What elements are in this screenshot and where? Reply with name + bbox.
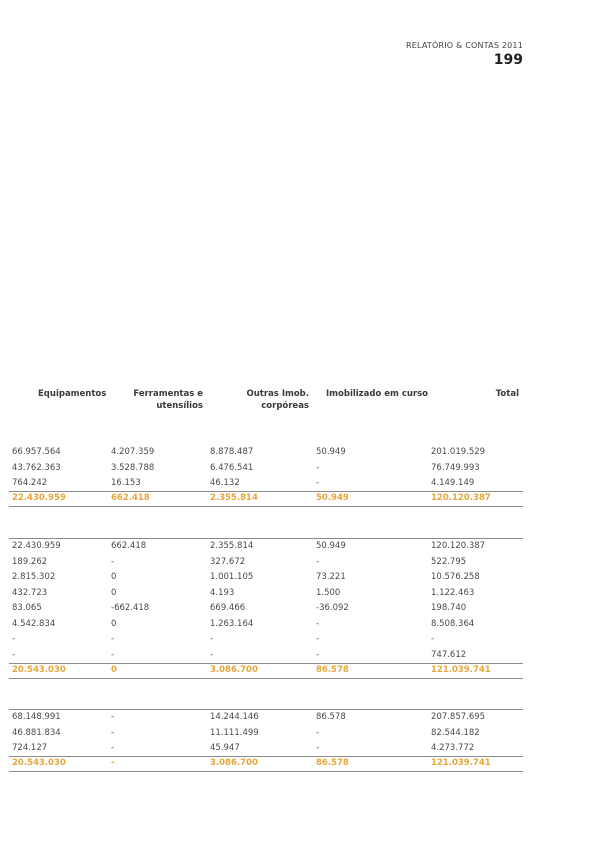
cell-imobilizado: - bbox=[316, 556, 320, 567]
cell-outras: 327.672 bbox=[210, 556, 246, 567]
cell-total: 1.122.463 bbox=[431, 587, 475, 598]
table-row bbox=[0, 476, 594, 491]
cell-ferramentas: - bbox=[111, 758, 115, 768]
cell-imobilizado: - bbox=[316, 618, 320, 629]
cell-imobilizado: - bbox=[316, 478, 320, 488]
table-row bbox=[0, 710, 594, 725]
cell-total: 522.795 bbox=[431, 556, 467, 567]
table-divider bbox=[9, 771, 523, 772]
cell-outras: - bbox=[210, 634, 214, 644]
col-header-ferramentas-line2: utensílios bbox=[156, 401, 203, 411]
cell-outras: 3.086.700 bbox=[210, 758, 258, 768]
table-row bbox=[0, 555, 594, 570]
cell-equipamentos: - bbox=[12, 634, 16, 644]
cell-total: 198.740 bbox=[431, 603, 467, 613]
cell-imobilizado: 50.949 bbox=[316, 541, 346, 551]
col-header-outras bbox=[230, 388, 309, 412]
cell-equipamentos: 83.065 bbox=[12, 603, 42, 613]
cell-imobilizado: 50.949 bbox=[316, 493, 349, 503]
table-row bbox=[0, 586, 594, 601]
table-divider bbox=[9, 678, 523, 679]
cell-outras: 2.355.814 bbox=[210, 541, 254, 551]
table-row bbox=[0, 726, 594, 741]
cell-ferramentas: - bbox=[111, 727, 115, 738]
cell-ferramentas: 0 bbox=[111, 587, 117, 598]
cell-equipamentos: 66.957.564 bbox=[12, 447, 61, 457]
cell-equipamentos: 46.881.834 bbox=[12, 727, 61, 738]
cell-total: 82.544.182 bbox=[431, 727, 480, 738]
cell-total: 207.857.695 bbox=[431, 712, 486, 722]
col-header-equipamentos: Equipamentos bbox=[38, 389, 107, 399]
cell-equipamentos: 189.262 bbox=[12, 556, 48, 567]
cell-ferramentas: 0 bbox=[111, 618, 117, 629]
cell-outras: 11.111.499 bbox=[210, 727, 259, 738]
cell-imobilizado: -36.092 bbox=[316, 603, 349, 613]
cell-outras: 669.466 bbox=[210, 603, 246, 613]
cell-equipamentos: 724.127 bbox=[12, 743, 48, 753]
cell-equipamentos: 22.430.959 bbox=[12, 493, 66, 503]
cell-total: 76.749.993 bbox=[431, 462, 480, 473]
cell-imobilizado: 86.578 bbox=[316, 758, 349, 768]
cell-total: 121.039.741 bbox=[431, 758, 491, 768]
cell-equipamentos: 20.543.030 bbox=[12, 665, 66, 675]
table-row bbox=[0, 570, 594, 585]
cell-ferramentas: 4.207.359 bbox=[111, 447, 155, 457]
cell-ferramentas: 16.153 bbox=[111, 478, 141, 488]
table-row bbox=[0, 461, 594, 476]
cell-total: 201.019.529 bbox=[431, 447, 486, 457]
table-row bbox=[0, 741, 594, 756]
cell-imobilizado: 50.949 bbox=[316, 447, 346, 457]
cell-imobilizado: - bbox=[316, 727, 320, 738]
cell-outras: 2.355.814 bbox=[210, 493, 258, 503]
table-row bbox=[0, 445, 594, 460]
table-total-row bbox=[0, 756, 594, 771]
cell-imobilizado: - bbox=[316, 462, 320, 473]
cell-ferramentas: - bbox=[111, 649, 115, 660]
cell-imobilizado: 86.578 bbox=[316, 712, 346, 722]
cell-ferramentas: - bbox=[111, 743, 115, 753]
cell-equipamentos: - bbox=[12, 649, 16, 660]
cell-total: 8.508.364 bbox=[431, 618, 475, 629]
cell-total: 120.120.387 bbox=[431, 493, 491, 503]
table-row bbox=[0, 617, 594, 632]
cell-imobilizado: - bbox=[316, 649, 320, 660]
cell-total: 4.273.772 bbox=[431, 743, 475, 753]
col-header-total: Total bbox=[495, 389, 519, 399]
cell-outras: 4.193 bbox=[210, 587, 235, 598]
cell-equipamentos: 2.815.302 bbox=[12, 572, 56, 582]
col-header-outras-line1: Outras Imob. bbox=[246, 389, 309, 399]
cell-equipamentos: 20.543.030 bbox=[12, 758, 66, 768]
cell-outras: 6.476.541 bbox=[210, 462, 254, 473]
cell-imobilizado: 1.500 bbox=[316, 587, 341, 598]
cell-outras: 1.001.105 bbox=[210, 572, 254, 582]
col-header-ferramentas bbox=[120, 388, 203, 412]
cell-ferramentas: - bbox=[111, 634, 115, 644]
col-header-outras-line2: corpóreas bbox=[261, 401, 309, 411]
cell-outras: 14.244.146 bbox=[210, 712, 259, 722]
cell-ferramentas: 0 bbox=[111, 572, 117, 582]
cell-equipamentos: 22.430.959 bbox=[12, 541, 61, 551]
table-total-row bbox=[0, 663, 594, 678]
table-row bbox=[0, 601, 594, 616]
cell-ferramentas: 662.418 bbox=[111, 541, 147, 551]
table-row bbox=[0, 648, 594, 663]
cell-total: 121.039.741 bbox=[431, 665, 491, 675]
cell-outras: 45.947 bbox=[210, 743, 240, 753]
table-row bbox=[0, 539, 594, 554]
cell-total: 120.120.387 bbox=[431, 541, 486, 551]
table-total-row bbox=[0, 491, 594, 506]
cell-outras: 8.878.487 bbox=[210, 447, 254, 457]
col-header-ferramentas-line1: Ferramentas e bbox=[133, 389, 203, 399]
cell-total: 4.149.149 bbox=[431, 478, 475, 488]
cell-ferramentas: - bbox=[111, 712, 115, 722]
cell-ferramentas: 662.418 bbox=[111, 493, 150, 503]
cell-imobilizado: - bbox=[316, 634, 320, 644]
cell-equipamentos: 764.242 bbox=[12, 478, 48, 488]
cell-imobilizado: 73.221 bbox=[316, 572, 346, 582]
cell-outras: 3.086.700 bbox=[210, 665, 258, 675]
cell-equipamentos: 68.148.991 bbox=[12, 712, 61, 722]
cell-imobilizado: 86.578 bbox=[316, 665, 349, 675]
cell-ferramentas: 3.528.788 bbox=[111, 462, 155, 473]
col-header-imobilizado: Imobilizado em curso bbox=[326, 389, 429, 399]
table-divider bbox=[9, 506, 523, 507]
cell-total: 10.576.258 bbox=[431, 572, 480, 582]
cell-outras: 46.132 bbox=[210, 478, 240, 488]
cell-equipamentos: 432.723 bbox=[12, 587, 48, 598]
cell-ferramentas: - bbox=[111, 556, 115, 567]
cell-equipamentos: 43.762.363 bbox=[12, 462, 61, 473]
cell-equipamentos: 4.542.834 bbox=[12, 618, 56, 629]
page-number: 199 bbox=[493, 52, 523, 68]
cell-outras: - bbox=[210, 649, 214, 660]
cell-total: 747.612 bbox=[431, 649, 467, 660]
cell-total: - bbox=[431, 634, 435, 644]
cell-outras: 1.263.164 bbox=[210, 618, 254, 629]
report-title: RELATÓRIO & CONTAS 2011 bbox=[405, 41, 523, 50]
cell-ferramentas: -662.418 bbox=[111, 603, 150, 613]
table-header bbox=[0, 388, 594, 418]
cell-ferramentas: 0 bbox=[111, 665, 117, 675]
cell-imobilizado: - bbox=[316, 743, 320, 753]
table-row bbox=[0, 632, 594, 647]
